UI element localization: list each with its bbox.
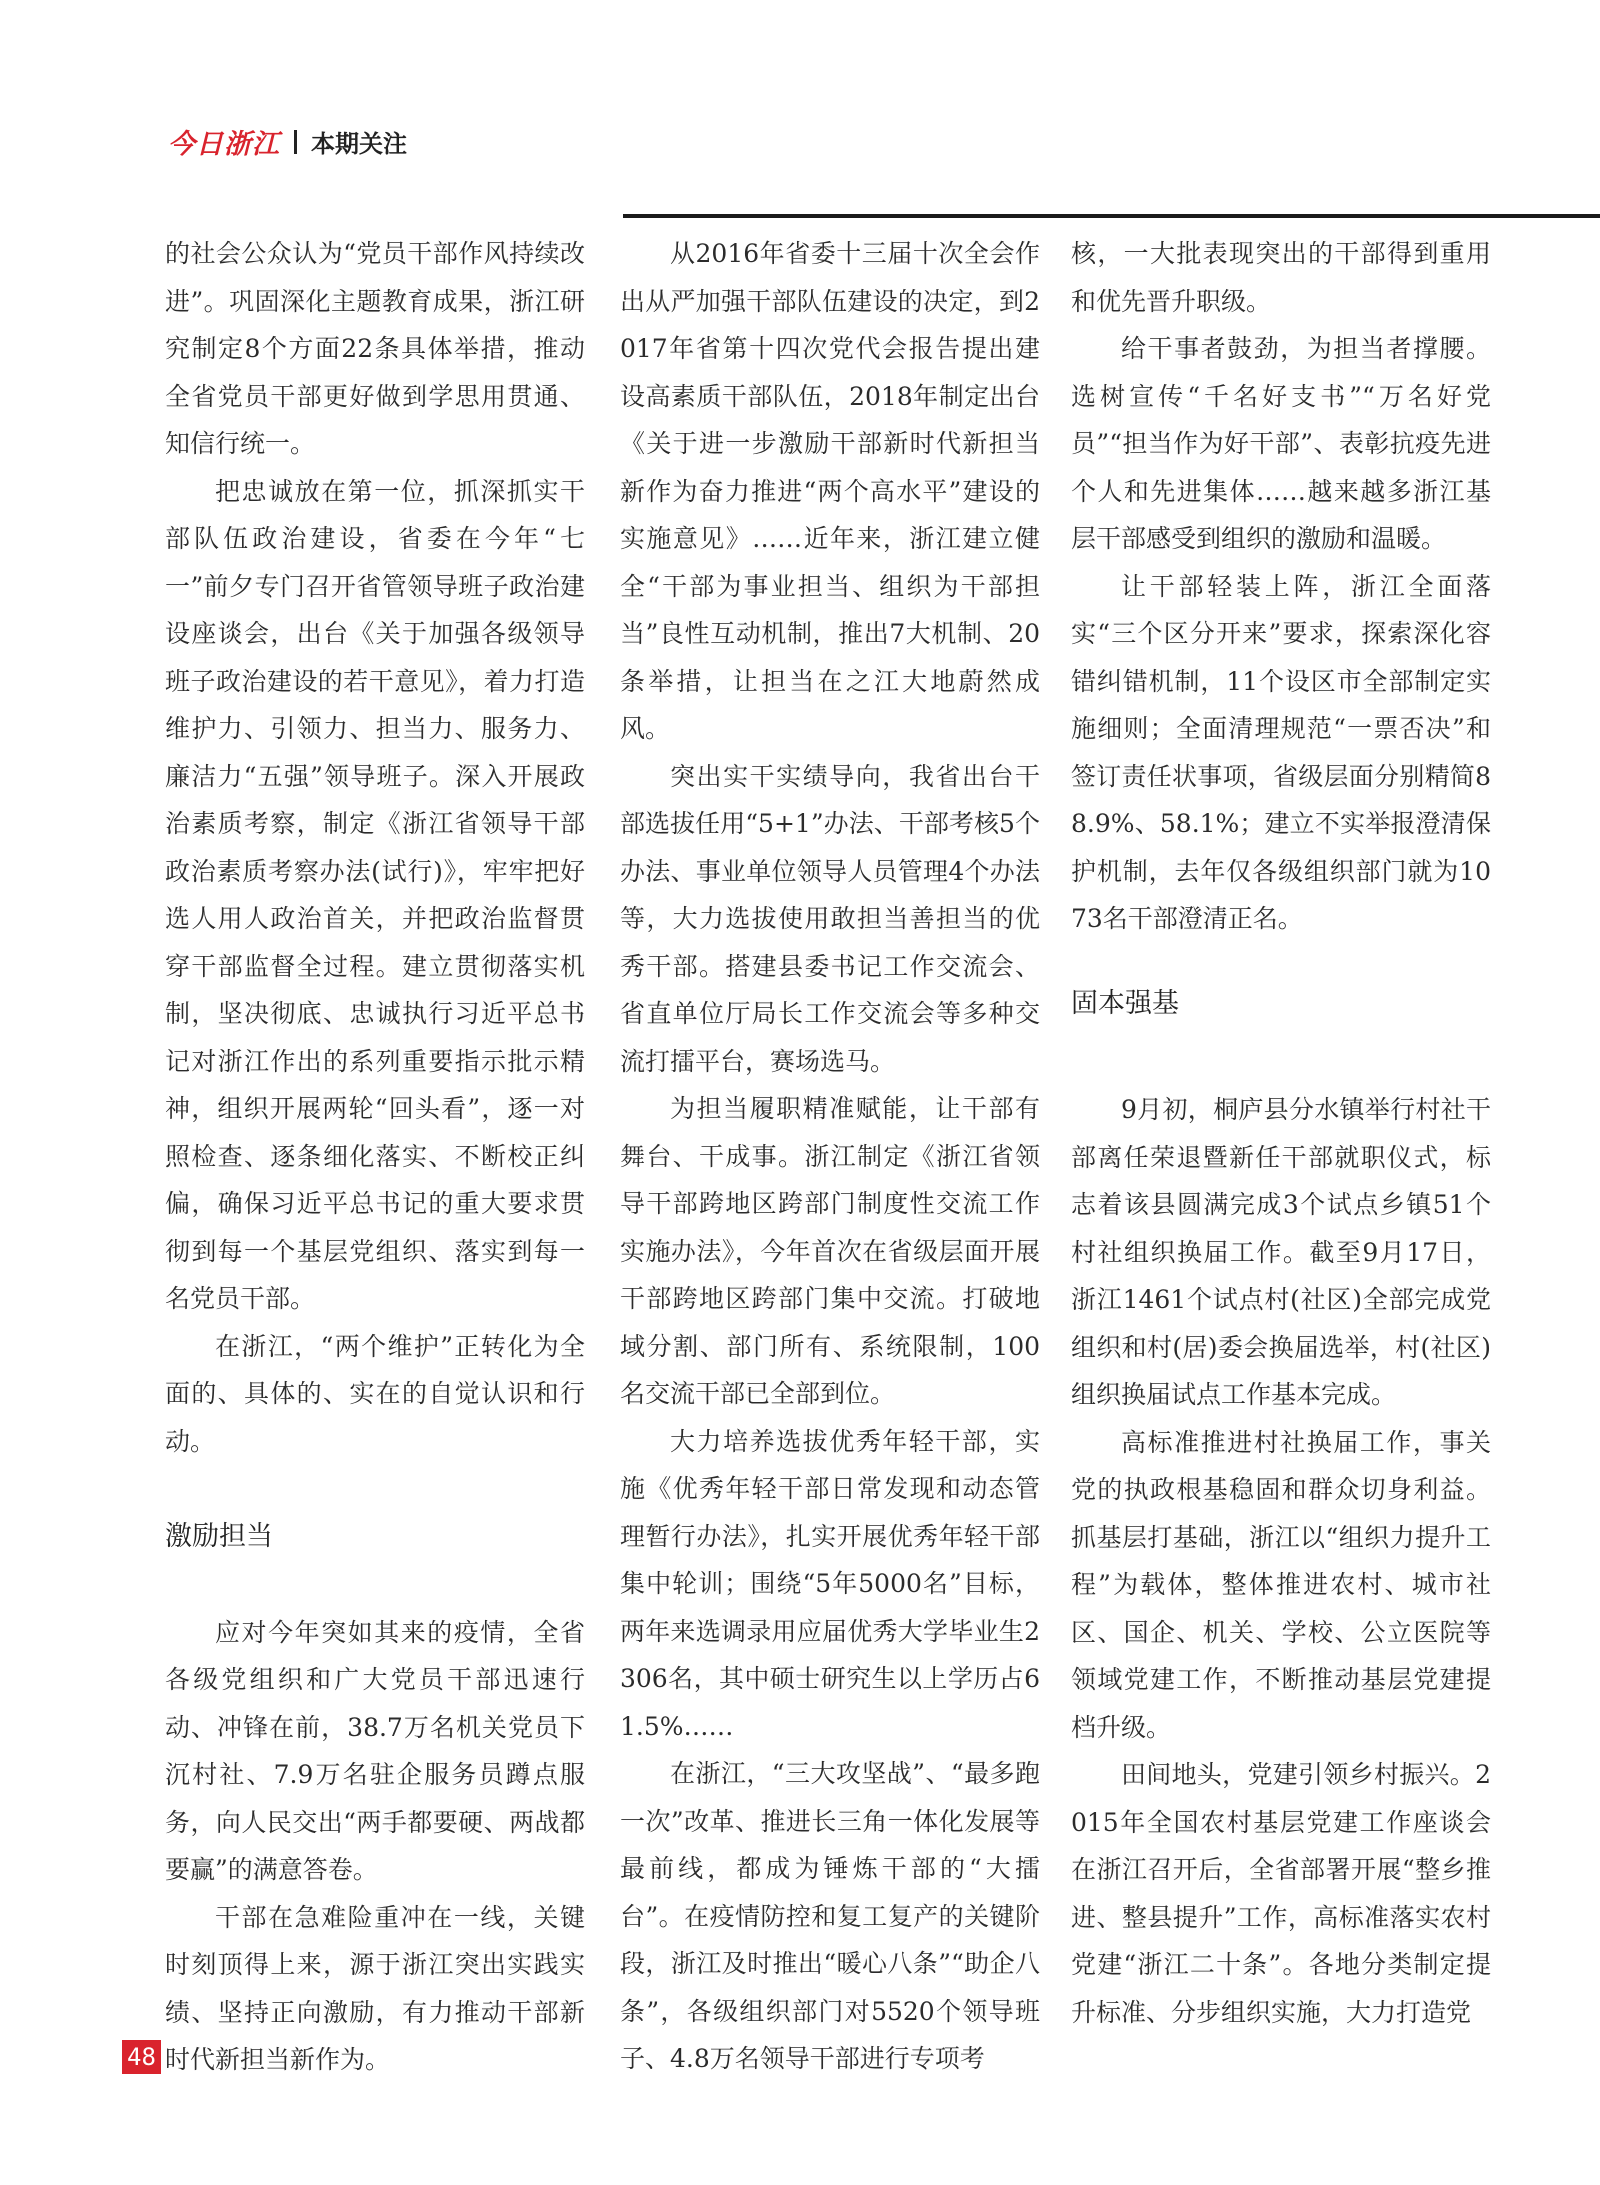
- top-rule: [623, 214, 1600, 218]
- paragraph: 在浙江，“两个维护”正转化为全面的、具体的、实在的自觉认识和行动。: [165, 1331, 585, 1456]
- paragraph: 的社会公众认为“党员干部作风持续改进”。巩固深化主题教育成果，浙江研究制定8个方面22条具体举措，推动全省党员干部更好做到学思用贯通、知信行统一。: [165, 239, 585, 458]
- column-1: [165, 230, 585, 2084]
- paragraph: 在浙江，“三大攻坚战”、“最多跑一次”改革、推进长三角一体化发展等最前线，都成为锤炼干部的“大擂台”。在疫情防控和复工复产的关键阶段，浙江及时推出“暖心八条”“助企八条”，各级组织部门对5520个领导班子、4.8万名领导干部进行专项考: [620, 1759, 1040, 2073]
- paragraph: 让干部轻装上阵，浙江全面落实“三个区分开来”要求，探索深化容错纠错机制，11个设区市全部制定实施细则；全面清理规范“一票否决”和签订责任状事项，省级层面分别精简88.9%、58.1%；建立不实举报澄清保护机制，去年仅各级组织部门就为1073名干部澄清正名。: [1071, 571, 1491, 933]
- paragraph: 突出实干实绩导向，我省出台干部选拔任用“5+1”办法、干部考核5个办法、事业单位领导人员管理4个办法等，大力选拔使用敢担当善担当的优秀干部。搭建县委书记工作交流会、省直单位厅局长工作交流会等多种交流打擂平台，赛场选马。: [620, 761, 1040, 1076]
- paragraph: 大力培养选拔优秀年轻干部，实施《优秀年轻干部日常发现和动态管理暂行办法》，扎实开展优秀年轻干部集中轮训；围绕“5年5000名”目标，两年来选调录用应届优秀大学毕业生2306名，其中硕士研究生以上学历占61.5%……: [620, 1426, 1040, 1741]
- paragraph: 9月初，桐庐县分水镇举行村社干部离任荣退暨新任干部就职仪式，标志着该县圆满完成3个试点乡镇51个村社组织换届工作。截至9月17日，浙江1461个试点村(社区)全部完成党组织和村(居)委会换届选举，村(社区)组织换届试点工作基本完成。: [1071, 1095, 1491, 1409]
- spacer: [1071, 1027, 1491, 1086]
- column-3: [1071, 230, 1491, 2036]
- spacer: [165, 1465, 585, 1513]
- spacer: [1071, 943, 1491, 980]
- paragraph: 核，一大批表现突出的干部得到重用和优先晋升职级。: [1071, 239, 1491, 316]
- paragraph: 把忠诚放在第一位，抓深抓实干部队伍政治建设，省委在今年“七一”前夕专门召开省管领导班子政治建设座谈会，出台《关于加强各级领导班子政治建设的若干意见》，着力打造维护力、引领力、担当力、服务力、廉洁力“五强”领导班子。深入开展政治素质考察，制定《浙江省领导干部政治素质考察办法(试行)》，牢牢把好选人用人政治首关，并把政治监督贯穿干部监督全过程。建立贯彻落实机制，坚决彻底、忠诚执行习近平总书记对浙江作出的系列重要指示批示精神，组织开展两轮“回头看”，逐一对照检查、逐条细化落实、不断校正纠偏，确保习近平总书记的重大要求贯彻到每一个基层党组织、落实到每一名党员干部。: [165, 476, 585, 1313]
- section-title: 本期关注: [311, 130, 407, 158]
- masthead-divider: [294, 130, 297, 154]
- paragraph: 为担当履职精准赋能，让干部有舞台、干成事。浙江制定《浙江省领导干部跨地区跨部门制度性交流工作实施办法》，今年首次在省级层面开展干部跨地区跨部门集中交流。打破地域分割、部门所有、系统限制，100名交流干部已全部到位。: [620, 1094, 1040, 1408]
- paragraph: 从2016年省委十三届十次全会作出从严加强干部队伍建设的决定，到2017年省第十四次党代会报告提出建设高素质干部队伍，2018年制定出台《关于进一步激励干部新时代新担当新作为奋力推进“两个高水平”建设的实施意见》……近年来，浙江建立健全“干部为事业担当、组织为干部担当”良性互动机制，推出7大机制、20条举措，让担当在之江大地蔚然成风。: [620, 239, 1040, 743]
- paragraph: 给干事者鼓劲，为担当者撑腰。选树宣传“千名好支书”“万名好党员”“担当作为好干部”、表彰抗疫先进个人和先进集体……越来越多浙江基层干部感受到组织的激励和温暖。: [1071, 334, 1491, 553]
- column-2: [620, 230, 1040, 2083]
- paragraph: 干部在急难险重冲在一线，关键时刻顶得上来，源于浙江突出实践实绩、坚持正向激励，有力推动干部新时代新担当新作为。: [165, 1902, 585, 2074]
- section-heading-guben-qiangji: 固本强基: [1071, 987, 1179, 1019]
- magazine-logo: 今日浙江: [168, 129, 280, 160]
- paragraph: 田间地头，党建引领乡村振兴。2015年全国农村基层党建工作座谈会在浙江召开后，全省部署开展“整乡推进、整县提升”工作，高标准落实农村党建“浙江二十条”。各地分类制定提升标准、分步组织实施，大力打造党: [1071, 1760, 1491, 2027]
- spacer: [165, 1561, 585, 1609]
- paragraph: 高标准推进村社换届工作，事关党的执政根基稳固和群众切身利益。抓基层打基础，浙江以“组织力提升工程”为载体，整体推进农村、城市社区、国企、机关、学校、公立医院等领域党建工作，不断推动基层党建提档升级。: [1071, 1427, 1491, 1742]
- paragraph: 应对今年突如其来的疫情，全省各级党组织和广大党员干部迅速行动、冲锋在前，38.7万名机关党员下沉村社、7.9万名驻企服务员蹲点服务，向人民交出“两手都要硬、两战都要赢”的满意答卷。: [165, 1617, 585, 1884]
- masthead: [168, 122, 407, 161]
- page-number: 48: [122, 2040, 161, 2074]
- section-heading-jili-dandang: 激励担当: [165, 1521, 273, 1552]
